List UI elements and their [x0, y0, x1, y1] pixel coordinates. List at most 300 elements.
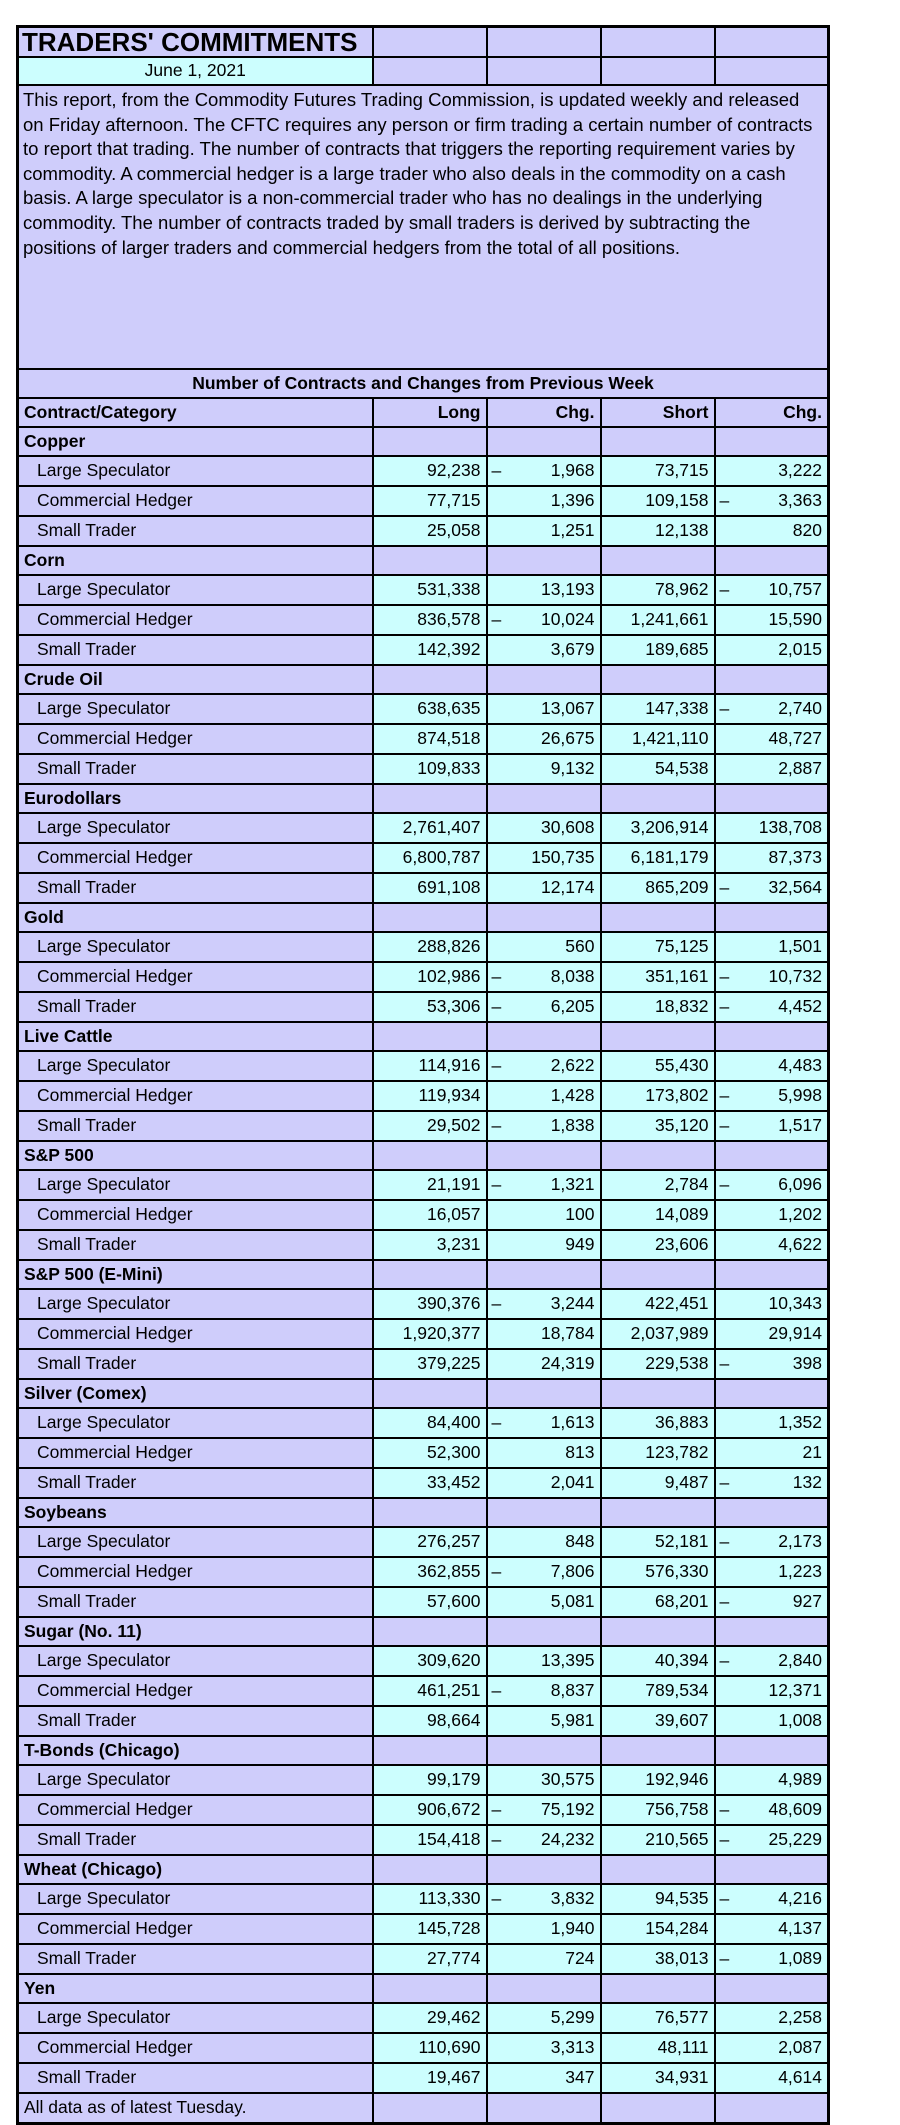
trader-category: Small Trader — [18, 1825, 373, 1855]
long-value: 110,690 — [373, 2033, 487, 2063]
long-value: 77,715 — [373, 486, 487, 516]
change-cell — [715, 1408, 829, 1438]
negative-sign: – — [719, 1472, 730, 1493]
change-value: 1,008 — [778, 1710, 822, 1731]
long-value: 29,502 — [373, 1111, 487, 1141]
table-row — [18, 1438, 829, 1468]
trader-category: Small Trader — [18, 1349, 373, 1379]
table-row — [18, 635, 829, 665]
change-cell — [487, 605, 601, 635]
short-value: 1,421,110 — [601, 724, 715, 754]
table-row — [18, 724, 829, 754]
table-row — [18, 1289, 829, 1319]
change-cell — [487, 1408, 601, 1438]
change-value: 848 — [565, 1531, 595, 1552]
commodity-name: Yen — [18, 1974, 373, 2003]
change-cell — [715, 1646, 829, 1676]
trader-category: Large Speculator — [18, 1408, 373, 1438]
commodity-name: Sugar (No. 11) — [18, 1617, 373, 1646]
long-value: 691,108 — [373, 873, 487, 903]
commodity-header-row — [18, 1498, 829, 1527]
empty-cell — [715, 1022, 829, 1051]
short-value: 76,577 — [601, 2003, 715, 2033]
empty-cell — [487, 1260, 601, 1289]
change-cell — [715, 724, 829, 754]
change-cell — [487, 1795, 601, 1825]
short-value: 75,125 — [601, 932, 715, 962]
column-header-row — [18, 398, 829, 427]
table-row — [18, 486, 829, 516]
change-cell — [487, 1884, 601, 1914]
change-value: 4,614 — [778, 2067, 822, 2088]
trader-category: Small Trader — [18, 2063, 373, 2093]
change-value: 1,428 — [550, 1085, 595, 1106]
table-row — [18, 873, 829, 903]
change-value: 29,914 — [768, 1323, 822, 1344]
empty-cell — [715, 2093, 829, 2124]
short-value: 192,946 — [601, 1765, 715, 1795]
table-row — [18, 1825, 829, 1855]
change-cell — [715, 2033, 829, 2063]
empty-cell — [487, 665, 601, 694]
empty-cell — [715, 1498, 829, 1527]
short-value: 3,206,914 — [601, 813, 715, 843]
negative-sign: – — [719, 1174, 730, 1195]
short-value: 40,394 — [601, 1646, 715, 1676]
change-value: 10,343 — [768, 1293, 822, 1314]
long-value: 19,467 — [373, 2063, 487, 2093]
commodity-name: Copper — [18, 427, 373, 456]
trader-category: Commercial Hedger — [18, 2033, 373, 2063]
long-value: 25,058 — [373, 516, 487, 546]
commodity-name: Crude Oil — [18, 665, 373, 694]
short-value: 35,120 — [601, 1111, 715, 1141]
footer-note: All data as of latest Tuesday. — [18, 2093, 373, 2124]
change-value: 1,968 — [550, 460, 595, 481]
table-row — [18, 1676, 829, 1706]
long-value: 53,306 — [373, 992, 487, 1022]
table-row — [18, 813, 829, 843]
empty-cell — [487, 1141, 601, 1170]
negative-sign: – — [719, 1591, 730, 1612]
change-value: 48,609 — [768, 1799, 822, 1820]
trader-category: Commercial Hedger — [18, 486, 373, 516]
short-value: 36,883 — [601, 1408, 715, 1438]
empty-cell — [487, 2093, 601, 2124]
commodity-header-row — [18, 427, 829, 456]
negative-sign: – — [491, 1293, 502, 1314]
negative-sign: – — [491, 1888, 502, 1909]
empty-cell — [373, 546, 487, 575]
trader-category: Small Trader — [18, 754, 373, 784]
empty-cell — [487, 1855, 601, 1884]
change-cell — [715, 1587, 829, 1617]
empty-cell — [601, 1022, 715, 1051]
change-cell — [715, 1795, 829, 1825]
short-value: 2,784 — [601, 1170, 715, 1200]
empty-cell — [715, 1617, 829, 1646]
negative-sign: – — [491, 460, 502, 481]
empty-cell — [487, 1736, 601, 1765]
long-value: 638,635 — [373, 694, 487, 724]
change-cell — [487, 575, 601, 605]
change-value: 6,205 — [550, 996, 595, 1017]
change-cell — [487, 1527, 601, 1557]
negative-sign: – — [491, 1829, 502, 1850]
change-cell — [715, 1944, 829, 1974]
change-value: 13,193 — [540, 579, 595, 600]
change-cell — [715, 1200, 829, 1230]
empty-cell — [715, 1974, 829, 2003]
short-value: 73,715 — [601, 456, 715, 486]
change-cell — [715, 1557, 829, 1587]
change-value: 150,735 — [531, 847, 595, 868]
long-value: 119,934 — [373, 1081, 487, 1111]
change-cell — [487, 694, 601, 724]
change-value: 12,371 — [768, 1680, 822, 1701]
empty-cell — [487, 903, 601, 932]
change-value: 25,229 — [768, 1829, 822, 1850]
trader-category: Commercial Hedger — [18, 1319, 373, 1349]
change-value: 8,837 — [550, 1680, 595, 1701]
empty-cell — [715, 1379, 829, 1408]
change-value: 820 — [792, 520, 822, 541]
change-value: 3,313 — [550, 2037, 595, 2058]
change-cell — [715, 486, 829, 516]
negative-sign: – — [491, 1055, 502, 1076]
table-row — [18, 1230, 829, 1260]
table-row — [18, 2063, 829, 2093]
change-cell — [487, 754, 601, 784]
commodity-name: Gold — [18, 903, 373, 932]
change-cell — [487, 1081, 601, 1111]
change-value: 4,137 — [778, 1918, 822, 1939]
change-value: 3,222 — [778, 460, 822, 481]
trader-category: Commercial Hedger — [18, 1557, 373, 1587]
change-cell — [487, 1825, 601, 1855]
empty-cell — [373, 903, 487, 932]
change-value: 2,622 — [550, 1055, 595, 1076]
description-row — [18, 85, 829, 369]
empty-cell — [601, 1260, 715, 1289]
empty-cell — [715, 903, 829, 932]
change-cell — [487, 1765, 601, 1795]
change-cell — [715, 1170, 829, 1200]
empty-cell — [601, 1617, 715, 1646]
change-cell — [487, 1111, 601, 1141]
change-value: 2,087 — [778, 2037, 822, 2058]
commodity-header-row — [18, 546, 829, 575]
commodity-name: Eurodollars — [18, 784, 373, 813]
long-value: 154,418 — [373, 1825, 487, 1855]
change-cell — [487, 873, 601, 903]
long-value: 874,518 — [373, 724, 487, 754]
negative-sign: – — [719, 1948, 730, 1969]
change-value: 9,132 — [550, 758, 595, 779]
change-cell — [487, 1676, 601, 1706]
change-value: 3,363 — [778, 490, 822, 511]
short-value: 576,330 — [601, 1557, 715, 1587]
change-cell — [487, 843, 601, 873]
short-value: 68,201 — [601, 1587, 715, 1617]
change-cell — [715, 1706, 829, 1736]
change-value: 4,622 — [778, 1234, 822, 1255]
commodity-header-row — [18, 1379, 829, 1408]
change-cell — [715, 1111, 829, 1141]
change-value: 100 — [565, 1204, 595, 1225]
short-value: 173,802 — [601, 1081, 715, 1111]
empty-cell — [601, 903, 715, 932]
short-value: 6,181,179 — [601, 843, 715, 873]
change-value: 8,038 — [550, 966, 595, 987]
change-cell — [487, 1200, 601, 1230]
trader-category: Small Trader — [18, 516, 373, 546]
change-cell — [715, 1914, 829, 1944]
change-value: 1,501 — [778, 936, 822, 957]
change-value: 2,041 — [550, 1472, 595, 1493]
long-value: 113,330 — [373, 1884, 487, 1914]
change-cell — [715, 1319, 829, 1349]
trader-category: Small Trader — [18, 1230, 373, 1260]
change-cell — [715, 813, 829, 843]
commodity-header-row — [18, 1141, 829, 1170]
negative-sign: – — [719, 1531, 730, 1552]
negative-sign: – — [719, 1829, 730, 1850]
commodity-name: S&P 500 (E-Mini) — [18, 1260, 373, 1289]
trader-category: Large Speculator — [18, 813, 373, 843]
change-value: 1,517 — [778, 1115, 822, 1136]
long-value: 390,376 — [373, 1289, 487, 1319]
change-cell — [715, 1468, 829, 1498]
change-cell — [715, 2003, 829, 2033]
table-row — [18, 1319, 829, 1349]
long-value: 145,728 — [373, 1914, 487, 1944]
change-cell — [487, 1230, 601, 1260]
empty-cell — [487, 1617, 601, 1646]
negative-sign: – — [491, 1174, 502, 1195]
short-value: 78,962 — [601, 575, 715, 605]
commodity-name: Corn — [18, 546, 373, 575]
change-value: 1,940 — [550, 1918, 595, 1939]
change-cell — [715, 1289, 829, 1319]
footer-row — [18, 2093, 829, 2124]
change-value: 4,216 — [778, 1888, 822, 1909]
change-cell — [487, 456, 601, 486]
trader-category: Large Speculator — [18, 1646, 373, 1676]
short-value: 865,209 — [601, 873, 715, 903]
section-title-row — [18, 369, 829, 398]
change-value: 6,096 — [778, 1174, 822, 1195]
change-value: 48,727 — [768, 728, 822, 749]
short-value: 189,685 — [601, 635, 715, 665]
empty-cell — [601, 1141, 715, 1170]
change-value: 4,483 — [778, 1055, 822, 1076]
table-row — [18, 1795, 829, 1825]
change-value: 24,232 — [540, 1829, 595, 1850]
change-value: 4,452 — [778, 996, 822, 1017]
long-value: 102,986 — [373, 962, 487, 992]
short-value: 48,111 — [601, 2033, 715, 2063]
report-date: June 1, 2021 — [18, 57, 373, 85]
change-cell — [487, 1557, 601, 1587]
change-value: 138,708 — [758, 817, 822, 838]
trader-category: Commercial Hedger — [18, 1438, 373, 1468]
change-value: 1,089 — [778, 1948, 822, 1969]
report-description: This report, from the Commodity Futures Trading Commission, is updated weekly and released on Friday afternoon. The CFTC requires any person or firm trading a certain number of contracts to report that trading. The number of contracts that triggers the reporting requirement varies by commodity. A commercial hedger is a large trader who also deals in the commodity on a cash basis. A large speculator is a non-commercial trader who has no dealings in the underlying commodity. The number of contracts traded by small traders is derived by subtracting the positions of larger traders and commercial hedgers from the total of all positions. — [18, 85, 829, 369]
change-value: 10,732 — [768, 966, 822, 987]
change-value: 2,740 — [778, 698, 822, 719]
negative-sign: – — [491, 1561, 502, 1582]
commodity-header-row — [18, 1855, 829, 1884]
table-row — [18, 694, 829, 724]
change-value: 2,015 — [778, 639, 822, 660]
trader-category: Commercial Hedger — [18, 605, 373, 635]
table-row — [18, 605, 829, 635]
table-row — [18, 1051, 829, 1081]
trader-category: Small Trader — [18, 1944, 373, 1974]
short-value: 789,534 — [601, 1676, 715, 1706]
commodity-header-row — [18, 665, 829, 694]
long-value: 1,920,377 — [373, 1319, 487, 1349]
long-value: 29,462 — [373, 2003, 487, 2033]
change-value: 5,981 — [550, 1710, 595, 1731]
negative-sign: – — [719, 1650, 730, 1671]
change-value: 1,838 — [550, 1115, 595, 1136]
change-cell — [715, 1081, 829, 1111]
title-row — [18, 27, 829, 58]
long-value: 16,057 — [373, 1200, 487, 1230]
short-value: 55,430 — [601, 1051, 715, 1081]
long-value: 379,225 — [373, 1349, 487, 1379]
change-cell — [715, 516, 829, 546]
change-cell — [487, 486, 601, 516]
trader-category: Large Speculator — [18, 2003, 373, 2033]
long-value: 109,833 — [373, 754, 487, 784]
change-value: 1,613 — [550, 1412, 595, 1433]
change-value: 1,352 — [778, 1412, 822, 1433]
change-value: 132 — [792, 1472, 822, 1493]
column-header-long: Long — [373, 398, 487, 427]
long-value: 461,251 — [373, 1676, 487, 1706]
empty-cell — [601, 1855, 715, 1884]
negative-sign: – — [719, 1888, 730, 1909]
empty-cell — [487, 427, 601, 456]
empty-cell — [373, 1974, 487, 2003]
table-row — [18, 1081, 829, 1111]
change-value: 30,608 — [540, 817, 595, 838]
empty-cell — [601, 1736, 715, 1765]
commodity-header-row — [18, 1736, 829, 1765]
change-value: 3,244 — [550, 1293, 595, 1314]
change-cell — [487, 1944, 601, 1974]
change-cell — [487, 932, 601, 962]
change-value: 5,998 — [778, 1085, 822, 1106]
change-value: 398 — [792, 1353, 822, 1374]
change-value: 347 — [565, 2067, 595, 2088]
change-cell — [487, 2033, 601, 2063]
short-value: 14,089 — [601, 1200, 715, 1230]
long-value: 906,672 — [373, 1795, 487, 1825]
change-cell — [487, 1319, 601, 1349]
section-title: Number of Contracts and Changes from Previous Week — [18, 369, 829, 398]
short-value: 351,161 — [601, 962, 715, 992]
negative-sign: – — [719, 1085, 730, 1106]
long-value: 52,300 — [373, 1438, 487, 1468]
short-value: 38,013 — [601, 1944, 715, 1974]
change-value: 2,173 — [778, 1531, 822, 1552]
column-header-short: Short — [601, 398, 715, 427]
short-value: 23,606 — [601, 1230, 715, 1260]
long-value: 114,916 — [373, 1051, 487, 1081]
change-cell — [487, 1646, 601, 1676]
table-row — [18, 2003, 829, 2033]
date-row — [18, 57, 829, 85]
empty-cell — [373, 1022, 487, 1051]
empty-cell — [715, 1736, 829, 1765]
table-row — [18, 1527, 829, 1557]
trader-category: Small Trader — [18, 992, 373, 1022]
short-value: 39,607 — [601, 1706, 715, 1736]
change-cell — [487, 1438, 601, 1468]
short-value: 756,758 — [601, 1795, 715, 1825]
change-cell — [487, 1289, 601, 1319]
negative-sign: – — [719, 996, 730, 1017]
change-cell — [715, 1230, 829, 1260]
short-value: 54,538 — [601, 754, 715, 784]
trader-category: Commercial Hedger — [18, 1914, 373, 1944]
empty-cell — [715, 784, 829, 813]
commodity-name: Silver (Comex) — [18, 1379, 373, 1408]
short-value: 109,158 — [601, 486, 715, 516]
empty-cell — [373, 1736, 487, 1765]
negative-sign: – — [491, 1799, 502, 1820]
change-value: 4,989 — [778, 1769, 822, 1790]
commodity-header-row — [18, 1260, 829, 1289]
empty-cell — [601, 1974, 715, 2003]
change-value: 7,806 — [550, 1561, 595, 1582]
change-value: 1,251 — [550, 520, 595, 541]
trader-category: Large Speculator — [18, 1527, 373, 1557]
short-value: 154,284 — [601, 1914, 715, 1944]
change-cell — [715, 2063, 829, 2093]
table-row — [18, 1349, 829, 1379]
empty-cell — [601, 2093, 715, 2124]
change-cell — [715, 1676, 829, 1706]
change-value: 2,840 — [778, 1650, 822, 1671]
short-value: 422,451 — [601, 1289, 715, 1319]
table-row — [18, 1408, 829, 1438]
change-cell — [487, 1706, 601, 1736]
long-value: 276,257 — [373, 1527, 487, 1557]
change-value: 30,575 — [540, 1769, 595, 1790]
long-value: 92,238 — [373, 456, 487, 486]
change-value: 10,024 — [540, 609, 595, 630]
long-value: 531,338 — [373, 575, 487, 605]
change-cell — [715, 1051, 829, 1081]
table-row — [18, 1200, 829, 1230]
change-value: 10,757 — [768, 579, 822, 600]
empty-cell — [715, 665, 829, 694]
long-value: 836,578 — [373, 605, 487, 635]
change-cell — [487, 516, 601, 546]
commodity-name: S&P 500 — [18, 1141, 373, 1170]
change-value: 32,564 — [768, 877, 822, 898]
empty-cell — [601, 1379, 715, 1408]
negative-sign: – — [491, 966, 502, 987]
change-cell — [715, 1527, 829, 1557]
trader-category: Small Trader — [18, 1587, 373, 1617]
table-row — [18, 1646, 829, 1676]
